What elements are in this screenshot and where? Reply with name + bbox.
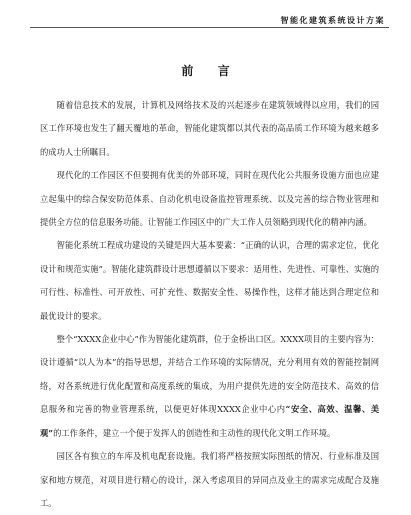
paragraph-project-text-2: 的工作条件，建立一个便于发挥人的创造性和主动性的现代化文明工作环境。 (53, 427, 336, 438)
paragraph-intro: 随着信息技术的发展，计算机及网络技术及的兴起逐步在建筑领域得以应用，我们的园区工作环境也发生了翻天覆地的革命，智能化建筑都以其代表的高品质工作环境为越来越多的成功人士所瞩目。 (40, 100, 379, 157)
document-body (40, 94, 379, 515)
running-header: 智能化建筑系统设计方案 (280, 15, 385, 25)
paragraph-project-overview (40, 328, 379, 445)
header-rule (30, 27, 389, 28)
paragraph-facilities: 园区各有独立的车库及机电配套设施。我们将严格按照实际图纸的情况、行业标准及国家和地方规范，对项目进行精心的设计，深入考虑项目的异同点及业主的需求完成配合及施工。 (40, 451, 379, 508)
paragraph-project-emphasis: “安全、高效、温馨、美观” (40, 404, 379, 438)
paragraph-modern-park: 现代化的工作园区不但要拥有优美的外部环境，同时在现代化公共服务设施方面也应建立起集中的综合保安防范体系、自动化机电设备监控管理系统、以及完善的综合物业管理和提供全方位的信息服务功能。让智能工作园区中的广大工作人员领略到现代化的精神内涵。 (40, 170, 379, 228)
paragraph-project-text-1: 整个“XXXX企业中心”作为智能化建筑群，位于金桥出口区。XXXX项目的主要内容为：设计遵循“以人为本”的指导思想，并结合工作环境的实际情况，充分利用有效的智能控制网络，对各系统进行优化配置和高度系统的集成，为用户提供先进的安全防范技术、高效的信息服务和完善的物业管理系统，以便更好体现XXXX企业中心内 (40, 334, 379, 415)
paragraph-key-elements: 智能化系统工程成功建设的关键是四大基本要素：“正确的认识，合理的需求定位，优化设计和规范实施”。智能化建筑群设计思想遵循以下要求：适用性、先进性、可靠性、实施的可行性、标准性、可开放性、可扩充性、数据安全性、易操作性，这样才能达到合理定位和最优设计的要求。 (40, 240, 379, 321)
page-title: 前 言 (181, 64, 240, 78)
